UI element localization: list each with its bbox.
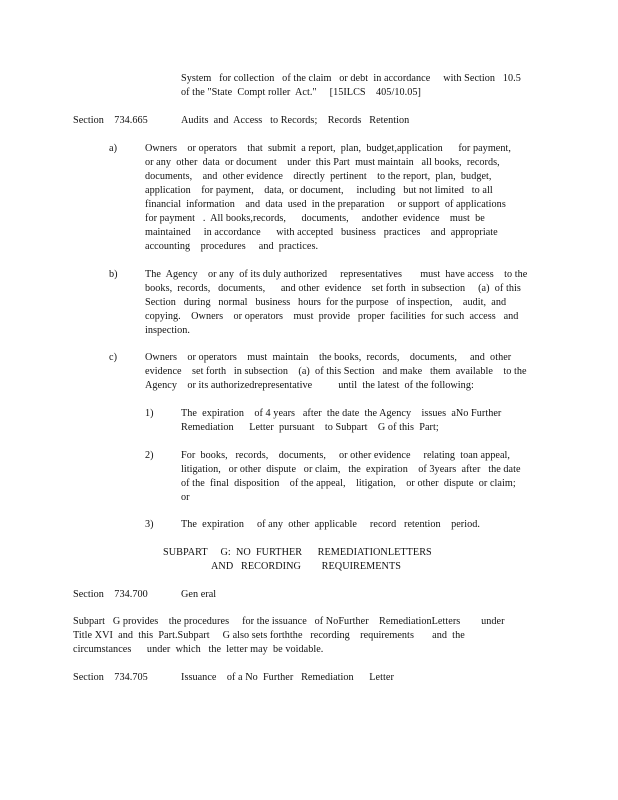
section-700-line: circumstances under which the letter may be voidable. bbox=[73, 644, 324, 655]
section-700-line: Title XVI and this Part.Subpart G also sets forththe recording requirements and the bbox=[73, 630, 465, 641]
item-a-line: Owners or operators that submit a report, plan, budget,application for payment, bbox=[145, 143, 511, 154]
item-b-line: Section during normal business hours for the purpose of inspection, audit, and bbox=[145, 297, 507, 308]
item-c-marker: c) bbox=[109, 352, 118, 363]
section-700-number: Section 734.700 bbox=[73, 589, 148, 600]
continuation-line-2: of the "State Compt roller Act." [15ILCS 405/10.05] bbox=[181, 87, 421, 98]
item-b-line: copying. Owners or operators must provide proper facilities for such access and bbox=[145, 311, 519, 322]
subpart-heading-line-1: SUBPART G: NO FURTHER REMEDIATIONLETTERS bbox=[163, 547, 432, 558]
section-700-line: Subpart G provides the procedures for the issuance of NoFurther RemediationLetters under bbox=[73, 616, 505, 627]
subitem-2-marker: 2) bbox=[145, 450, 154, 461]
item-a-line: application for payment, data, or document, including but not limited to all bbox=[145, 185, 493, 196]
subitem-2-line: For books, records, documents, or other evidence relating toan appeal, bbox=[181, 450, 511, 461]
section-665-number: Section 734.665 bbox=[73, 115, 148, 126]
item-b-line: The Agency or any of its duly authorized representatives must have access to the bbox=[145, 269, 528, 280]
subitem-3-marker: 3) bbox=[145, 519, 154, 530]
item-b-line: books, records, documents, and other evidence set forth in subsection (a) of this bbox=[145, 283, 521, 294]
subitem-2-line: or bbox=[181, 492, 190, 503]
section-665-title: Audits and Access to Records; Records Retention bbox=[181, 115, 410, 126]
subitem-1-line: The expiration of 4 years after the date the Agency issues aNo Further bbox=[181, 408, 502, 419]
item-a-line: financial information and data used in the preparation or support of applications bbox=[145, 199, 506, 210]
subitem-2-line: litigation, or other dispute or claim, the expiration of 3years after the date bbox=[181, 464, 521, 475]
item-a-line: maintained in accordance with accepted business practices and appropriate bbox=[145, 227, 498, 238]
item-c-line: Agency or its authorizedrepresentative until the latest of the following: bbox=[145, 380, 474, 391]
item-a-line: or any other data or document under this Part must maintain all books, records, bbox=[145, 157, 500, 168]
item-a-line: for payment . All books,records, documents, andother evidence must be bbox=[145, 213, 485, 224]
item-a-marker: a) bbox=[109, 143, 118, 154]
item-b-marker: b) bbox=[109, 269, 118, 280]
item-a-line: documents, and other evidence directly pertinent to the report, plan, budget, bbox=[145, 171, 492, 182]
item-c-line: evidence set forth in subsection (a) of this Section and make them available to the bbox=[145, 366, 527, 377]
section-705-number: Section 734.705 bbox=[73, 672, 148, 683]
continuation-line-1: System for collection of the claim or debt in accordance with Section 10.5 bbox=[181, 73, 521, 84]
item-a-line: accounting procedures and practices. bbox=[145, 241, 319, 252]
subpart-heading-line-2: AND RECORDING REQUIREMENTS bbox=[211, 561, 401, 572]
subitem-1-marker: 1) bbox=[145, 408, 154, 419]
subitem-1-line: Remediation Letter pursuant to Subpart G of this Part; bbox=[181, 422, 439, 433]
section-700-title: Gen eral bbox=[181, 589, 217, 600]
item-b-line: inspection. bbox=[145, 325, 190, 336]
section-705-title: Issuance of a No Further Remediation Letter bbox=[181, 672, 394, 683]
subitem-2-line: of the final disposition of the appeal, litigation, or other dispute or claim; bbox=[181, 478, 516, 489]
item-c-line: Owners or operators must maintain the books, records, documents, and other bbox=[145, 352, 512, 363]
subitem-3-line: The expiration of any other applicable record retention period. bbox=[181, 519, 480, 530]
